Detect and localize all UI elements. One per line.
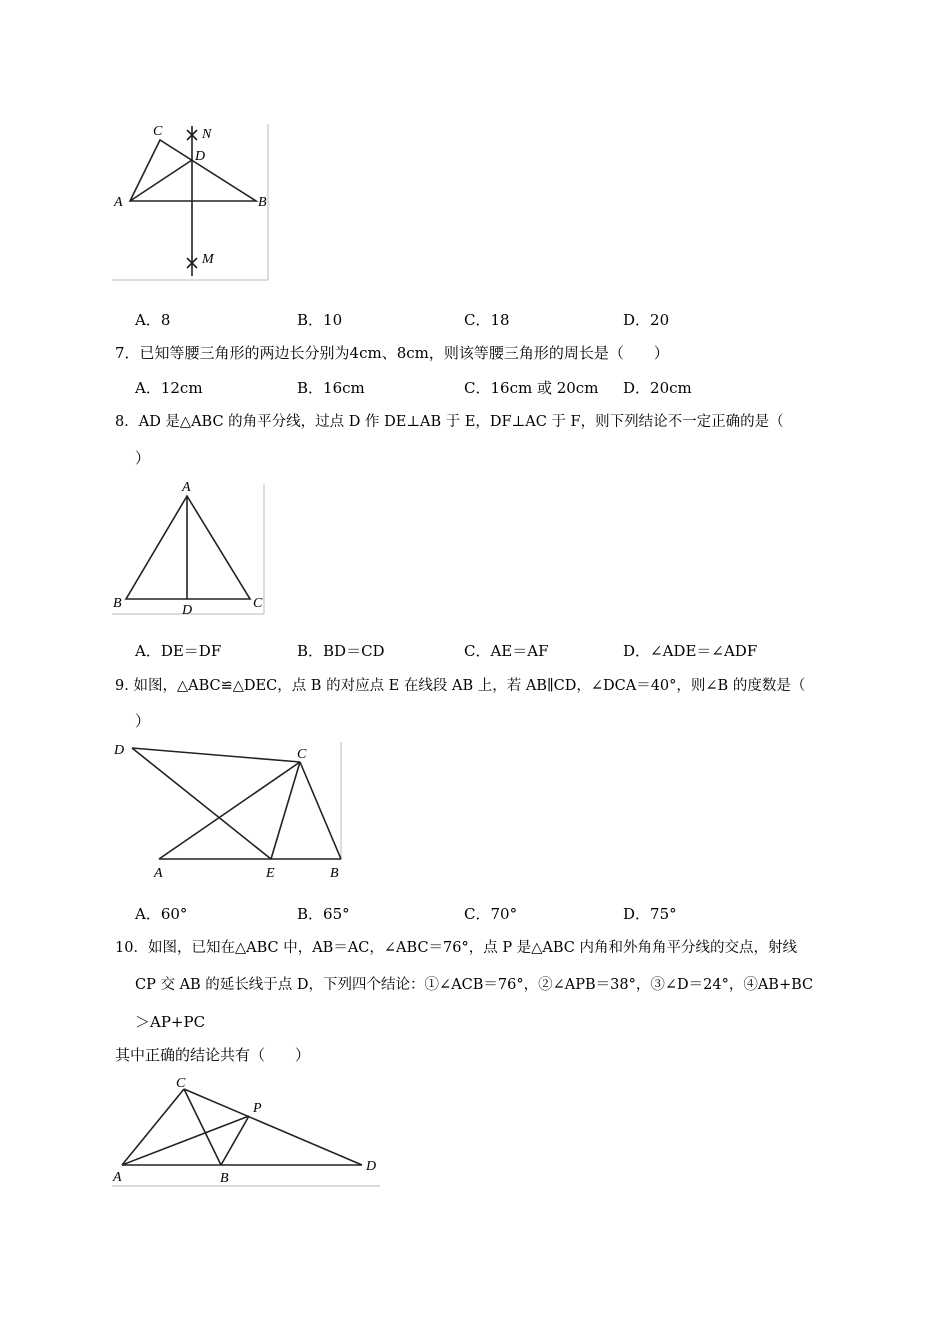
q10-label-b: B	[220, 1171, 229, 1186]
q10-stem-line2: CP 交 AB 的延长线于点 D，下列四个结论：①∠ACB＝76°，②∠APB＝38°，③∠D＝24°，④AB+BC	[135, 977, 814, 993]
q6-label-m: M	[202, 252, 214, 267]
q10-label-d: D	[366, 1159, 377, 1174]
q7-option-d: D．20cm	[623, 379, 692, 397]
q10-label-p: P	[253, 1101, 262, 1116]
q8-label-c: C	[253, 596, 263, 611]
q10-figure	[108, 1072, 386, 1192]
q6-label-d: D	[195, 149, 206, 164]
q6-triangle-acb	[130, 140, 256, 201]
q9-option-d: D．75°	[623, 905, 677, 923]
q6-option-b: B．10	[297, 311, 343, 329]
q9-option-a: A．60°	[135, 905, 188, 923]
q6-label-n: N	[202, 127, 212, 142]
q9-segment-ac	[159, 762, 300, 859]
q9-segment-de	[132, 748, 271, 859]
q9-stem-line1: 9. 如图，△ABC≌△DEC，点 B 的对应点 E 在线段 AB 上，若 AB∥CD，∠DCA＝40°，则∠B 的度数是（	[115, 678, 806, 694]
q6-label-a: A	[114, 195, 123, 210]
q9-label-d: D	[114, 743, 125, 758]
q7-option-c: C．16cm 或 20cm	[464, 379, 599, 397]
q9-label-c: C	[297, 747, 307, 762]
q8-label-a: A	[182, 480, 191, 495]
q9-figure	[108, 738, 348, 886]
q7-stem: 7．已知等腰三角形的两边长分别为4cm、8cm，则该等腰三角形的周长是（ ）	[115, 344, 669, 362]
q8-stem-line1: 8．AD 是△ABC 的角平分线，过点 D 作 DE⊥AB 于 E，DF⊥AC 于 F，则下列结论不一定正确的是（	[115, 414, 784, 430]
q8-option-d: D．∠ADE＝∠ADF	[623, 642, 758, 660]
q8-figure	[108, 478, 273, 620]
q9-segment-bc	[300, 762, 341, 859]
q9-label-e: E	[266, 866, 275, 881]
q8-option-b: B．BD＝CD	[297, 642, 385, 660]
q8-label-d: D	[182, 603, 193, 618]
q9-segment-dc	[132, 748, 300, 762]
q9-option-c: C．70°	[464, 905, 518, 923]
q10-segment-cb	[184, 1089, 221, 1165]
q9-stem-line2: ）	[135, 712, 151, 730]
q6-label-c: C	[153, 124, 163, 139]
q6-option-a: A．8	[135, 311, 171, 329]
q8-option-c: C．AE＝AF	[464, 642, 549, 660]
q10-label-c: C	[176, 1076, 186, 1091]
q10-stem-line3: ＞AP+PC	[135, 1013, 206, 1031]
q8-stem-line2: ）	[135, 449, 151, 467]
q8-option-a: A．DE＝DF	[135, 642, 222, 660]
q8-label-b: B	[113, 596, 122, 611]
q6-option-d: D．20	[623, 311, 670, 329]
q9-label-b: B	[330, 866, 339, 881]
q9-segment-ec	[271, 762, 300, 859]
q7-option-b: B．16cm	[297, 379, 365, 397]
q10-segment-cd	[184, 1089, 362, 1165]
q9-option-b: B．65°	[297, 905, 350, 923]
q6-option-c: C．18	[464, 311, 510, 329]
q7-option-a: A．12cm	[135, 379, 203, 397]
q10-label-a: A	[113, 1170, 122, 1185]
q10-stem-line4: 其中正确的结论共有（ ）	[115, 1046, 311, 1064]
q8-triangle-abc	[126, 496, 250, 599]
q10-stem-line1: 10．如图，已知在△ABC 中，AB＝AC，∠ABC＝76°，点 P 是△ABC 内角和外角角平分线的交点，射线	[115, 940, 797, 956]
q6-label-b: B	[258, 195, 267, 210]
q9-label-a: A	[154, 866, 163, 881]
q10-segment-bp	[221, 1116, 249, 1165]
q6-figure	[108, 118, 278, 288]
